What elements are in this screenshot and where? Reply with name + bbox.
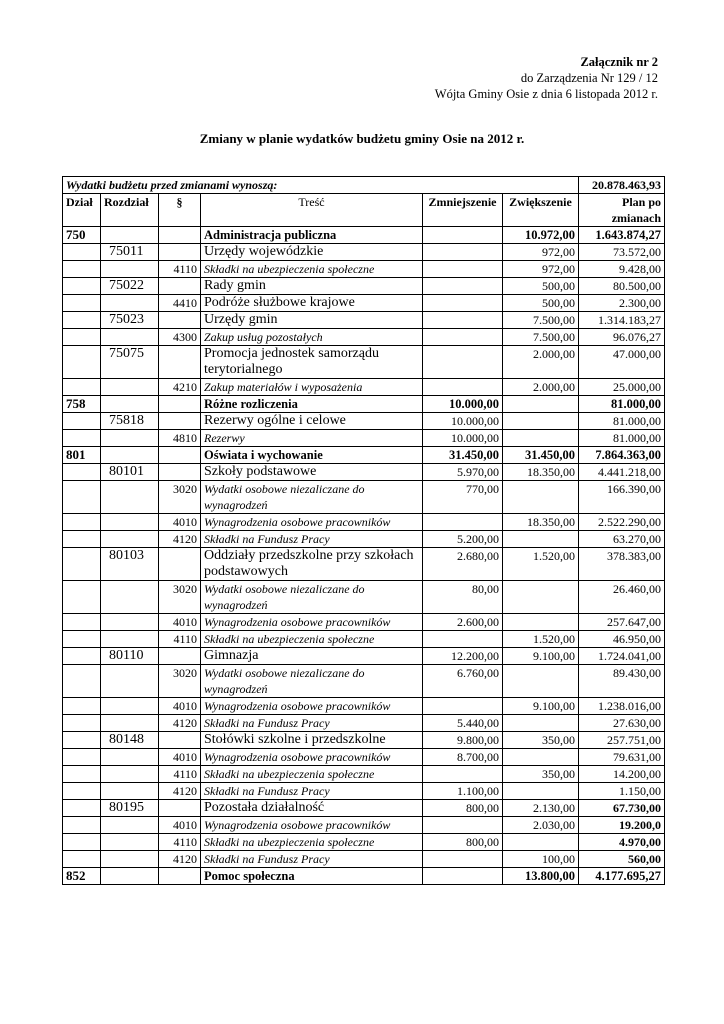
zwiekszenie-value <box>503 413 579 430</box>
dzial-code <box>63 531 101 548</box>
zmniejszenie-value: 800,00 <box>423 800 503 817</box>
zmniejszenie-value <box>423 227 503 244</box>
col-dzial: Dział <box>63 194 101 227</box>
zmniejszenie-value: 2.680,00 <box>423 548 503 581</box>
zmniejszenie-value: 770,00 <box>423 481 503 514</box>
zmniejszenie-value: 5.440,00 <box>423 715 503 732</box>
tresc: Wynagrodzenia osobowe pracowników <box>201 698 423 715</box>
zmniejszenie-value: 80,00 <box>423 581 503 614</box>
zmniejszenie-value <box>423 514 503 531</box>
plan-value: 80.500,00 <box>579 278 665 295</box>
zmniejszenie-value <box>423 278 503 295</box>
plan-value: 1.724.041,00 <box>579 648 665 665</box>
paragraph-row <box>63 783 665 800</box>
plan-value: 560,00 <box>579 851 665 868</box>
paragraph-row <box>63 851 665 868</box>
rozdzial-row <box>63 548 665 581</box>
plan-value: 7.864.363,00 <box>579 447 665 464</box>
zmniejszenie-value: 1.100,00 <box>423 783 503 800</box>
tresc: Oświata i wychowanie <box>201 447 423 464</box>
plan-value: 19.200,0 <box>579 817 665 834</box>
paragraph-row <box>63 329 665 346</box>
tresc: Podróże służbowe krajowe <box>201 295 423 312</box>
paragraph-row <box>63 834 665 851</box>
rozdzial-row <box>63 346 665 379</box>
tresc: Pozostała działalność <box>201 800 423 817</box>
zwiekszenie-value <box>503 430 579 447</box>
tresc: Szkoły podstawowe <box>201 464 423 481</box>
column-header-row <box>63 194 665 227</box>
tresc: Składki na Fundusz Pracy <box>201 851 423 868</box>
zmniejszenie-value: 6.760,00 <box>423 665 503 698</box>
paragraph-row <box>63 261 665 278</box>
tresc: Różne rozliczenia <box>201 396 423 413</box>
plan-value: 79.631,00 <box>579 749 665 766</box>
zmniejszenie-value <box>423 698 503 715</box>
zwiekszenie-value <box>503 715 579 732</box>
rozdzial-code <box>101 329 159 346</box>
paragraph-code: 4110 <box>159 631 201 648</box>
tresc: Składki na ubezpieczenia społeczne <box>201 834 423 851</box>
rozdzial-code <box>101 531 159 548</box>
plan-value: 26.460,00 <box>579 581 665 614</box>
paragraph-code <box>159 868 201 885</box>
tresc: Oddziały przedszkolne przy szkołach podstawowych <box>201 548 423 581</box>
rozdzial-row <box>63 244 665 261</box>
rozdzial-code <box>101 783 159 800</box>
zwiekszenie-value <box>503 531 579 548</box>
tresc: Rezerwy <box>201 430 423 447</box>
plan-value: 63.270,00 <box>579 531 665 548</box>
rozdzial-code: 80101 <box>101 464 159 481</box>
paragraph-code: 4120 <box>159 531 201 548</box>
zmniejszenie-value <box>423 817 503 834</box>
zwiekszenie-value <box>503 783 579 800</box>
paragraph-code <box>159 396 201 413</box>
zwiekszenie-value: 1.520,00 <box>503 548 579 581</box>
plan-value: 1.314.183,27 <box>579 312 665 329</box>
rozdzial-code: 80195 <box>101 800 159 817</box>
tresc: Wydatki osobowe niezaliczane do wynagrodzeń <box>201 665 423 698</box>
rozdzial-code <box>101 868 159 885</box>
rozdzial-row <box>63 464 665 481</box>
paragraph-code: 3020 <box>159 481 201 514</box>
dzial-row <box>63 868 665 885</box>
plan-value: 73.572,00 <box>579 244 665 261</box>
zwiekszenie-value: 2.000,00 <box>503 346 579 379</box>
zmniejszenie-value <box>423 261 503 278</box>
paragraph-code: 4210 <box>159 379 201 396</box>
zmniejszenie-value: 10.000,00 <box>423 396 503 413</box>
zwiekszenie-value: 500,00 <box>503 295 579 312</box>
plan-value: 4.177.695,27 <box>579 868 665 885</box>
rozdzial-code <box>101 396 159 413</box>
paragraph-code: 4300 <box>159 329 201 346</box>
rozdzial-code <box>101 447 159 464</box>
document-title: Zmiany w planie wydatków budżetu gminy Osie na 2012 r. <box>199 131 525 146</box>
dzial-code: 852 <box>63 868 101 885</box>
dzial-code <box>63 783 101 800</box>
dzial-code <box>63 346 101 379</box>
dzial-code <box>63 379 101 396</box>
col-zwiekszenie: Zwiększenie <box>503 194 579 227</box>
plan-value: 1.238.016,00 <box>579 698 665 715</box>
dzial-code: 801 <box>63 447 101 464</box>
plan-value: 257.647,00 <box>579 614 665 631</box>
plan-value: 9.428,00 <box>579 261 665 278</box>
paragraph-row <box>63 581 665 614</box>
zmniejszenie-value: 10.000,00 <box>423 413 503 430</box>
dzial-code <box>63 732 101 749</box>
dzial-code <box>63 430 101 447</box>
paragraph-row <box>63 379 665 396</box>
paragraph-row <box>63 766 665 783</box>
paragraph-row <box>63 614 665 631</box>
zmniejszenie-value <box>423 766 503 783</box>
zmniejszenie-value <box>423 329 503 346</box>
tresc: Administracja publiczna <box>201 227 423 244</box>
issuer-date: Wójta Gminy Osie z dnia 6 listopada 2012 r. <box>434 87 658 101</box>
dzial-code <box>63 766 101 783</box>
paragraph-code: 4110 <box>159 766 201 783</box>
dzial-code <box>63 464 101 481</box>
paragraph-row <box>63 665 665 698</box>
zwiekszenie-value: 500,00 <box>503 278 579 295</box>
tresc: Zakup materiałów i wyposażenia <box>201 379 423 396</box>
plan-value: 25.000,00 <box>579 379 665 396</box>
paragraph-code <box>159 447 201 464</box>
tresc: Rady gmin <box>201 278 423 295</box>
dzial-code <box>63 614 101 631</box>
rozdzial-code <box>101 715 159 732</box>
paragraph-code <box>159 548 201 581</box>
ordinance-reference: do Zarządzenia Nr 129 / 12 <box>520 71 658 85</box>
attachment-number: Załącznik nr 2 <box>580 55 658 69</box>
tresc: Rezerwy ogólne i celowe <box>201 413 423 430</box>
rozdzial-code <box>101 749 159 766</box>
budget-changes-table <box>62 176 665 885</box>
plan-value: 378.383,00 <box>579 548 665 581</box>
rozdzial-code <box>101 665 159 698</box>
paragraph-row <box>63 631 665 648</box>
paragraph-code <box>159 413 201 430</box>
rozdzial-code <box>101 430 159 447</box>
zwiekszenie-value: 2.000,00 <box>503 379 579 396</box>
paragraph-row <box>63 531 665 548</box>
paragraph-code: 4010 <box>159 514 201 531</box>
tresc: Zakup usług pozostałych <box>201 329 423 346</box>
rozdzial-row <box>63 732 665 749</box>
zwiekszenie-value: 7.500,00 <box>503 312 579 329</box>
plan-value: 1.643.874,27 <box>579 227 665 244</box>
tresc: Gimnazja <box>201 648 423 665</box>
rozdzial-code <box>101 834 159 851</box>
paragraph-code: 3020 <box>159 665 201 698</box>
tresc: Wynagrodzenia osobowe pracowników <box>201 817 423 834</box>
paragraph-code: 4810 <box>159 430 201 447</box>
paragraph-code <box>159 732 201 749</box>
dzial-code <box>63 481 101 514</box>
dzial-code: 758 <box>63 396 101 413</box>
zmniejszenie-value: 2.600,00 <box>423 614 503 631</box>
tresc: Składki na ubezpieczenia społeczne <box>201 261 423 278</box>
zwiekszenie-value: 18.350,00 <box>503 464 579 481</box>
paragraph-code: 4120 <box>159 783 201 800</box>
tresc: Wynagrodzenia osobowe pracowników <box>201 514 423 531</box>
plan-value: 47.000,00 <box>579 346 665 379</box>
rozdzial-code: 80103 <box>101 548 159 581</box>
paragraph-code: 4110 <box>159 261 201 278</box>
before-changes-value: 20.878.463,93 <box>579 177 665 194</box>
zwiekszenie-value: 2.130,00 <box>503 800 579 817</box>
tresc: Stołówki szkolne i przedszkolne <box>201 732 423 749</box>
rozdzial-row <box>63 648 665 665</box>
paragraph-code: 4110 <box>159 834 201 851</box>
rozdzial-code <box>101 295 159 312</box>
zwiekszenie-value: 7.500,00 <box>503 329 579 346</box>
dzial-row <box>63 447 665 464</box>
zwiekszenie-value: 350,00 <box>503 766 579 783</box>
dzial-code <box>63 749 101 766</box>
paragraph-code <box>159 464 201 481</box>
dzial-code <box>63 548 101 581</box>
zmniejszenie-value <box>423 631 503 648</box>
zmniejszenie-value <box>423 346 503 379</box>
plan-value: 2.300,00 <box>579 295 665 312</box>
paragraph-code <box>159 312 201 329</box>
paragraph-code <box>159 278 201 295</box>
before-changes-row <box>63 177 665 194</box>
paragraph-code: 4010 <box>159 817 201 834</box>
rozdzial-code: 75818 <box>101 413 159 430</box>
zwiekszenie-value <box>503 749 579 766</box>
zwiekszenie-value: 2.030,00 <box>503 817 579 834</box>
dzial-row <box>63 396 665 413</box>
rozdzial-code <box>101 514 159 531</box>
tresc: Wydatki osobowe niezaliczane do wynagrodzeń <box>201 481 423 514</box>
rozdzial-row <box>63 800 665 817</box>
dzial-row <box>63 227 665 244</box>
tresc: Składki na Fundusz Pracy <box>201 783 423 800</box>
dzial-code <box>63 631 101 648</box>
dzial-code: 750 <box>63 227 101 244</box>
rozdzial-code <box>101 227 159 244</box>
zwiekszenie-value <box>503 834 579 851</box>
dzial-code <box>63 834 101 851</box>
paragraph-row <box>63 715 665 732</box>
document-header <box>435 54 658 102</box>
zmniejszenie-value: 31.450,00 <box>423 447 503 464</box>
tresc: Urzędy wojewódzkie <box>201 244 423 261</box>
plan-value: 257.751,00 <box>579 732 665 749</box>
zmniejszenie-value <box>423 379 503 396</box>
tresc: Promocja jednostek samorządu terytorialnego <box>201 346 423 379</box>
plan-value: 81.000,00 <box>579 396 665 413</box>
zmniejszenie-value: 8.700,00 <box>423 749 503 766</box>
paragraph-code: 3020 <box>159 581 201 614</box>
zwiekszenie-value <box>503 396 579 413</box>
rozdzial-code <box>101 379 159 396</box>
dzial-code <box>63 581 101 614</box>
zwiekszenie-value: 10.972,00 <box>503 227 579 244</box>
plan-value: 166.390,00 <box>579 481 665 514</box>
dzial-code <box>63 665 101 698</box>
plan-value: 4.970,00 <box>579 834 665 851</box>
zmniejszenie-value: 9.800,00 <box>423 732 503 749</box>
paragraph-row <box>63 749 665 766</box>
zmniejszenie-value <box>423 851 503 868</box>
tresc: Pomoc społeczna <box>201 868 423 885</box>
zwiekszenie-value: 972,00 <box>503 261 579 278</box>
rozdzial-code <box>101 817 159 834</box>
tresc: Składki na Fundusz Pracy <box>201 531 423 548</box>
dzial-code <box>63 244 101 261</box>
dzial-code <box>63 278 101 295</box>
col-zmniejszenie: Zmniejszenie <box>423 194 503 227</box>
paragraph-row <box>63 817 665 834</box>
rozdzial-code <box>101 481 159 514</box>
zwiekszenie-value: 1.520,00 <box>503 631 579 648</box>
plan-value: 27.630,00 <box>579 715 665 732</box>
zwiekszenie-value: 9.100,00 <box>503 698 579 715</box>
plan-value: 81.000,00 <box>579 413 665 430</box>
rozdzial-row <box>63 413 665 430</box>
rozdzial-code <box>101 631 159 648</box>
dzial-code <box>63 851 101 868</box>
zwiekszenie-value <box>503 581 579 614</box>
plan-value: 81.000,00 <box>579 430 665 447</box>
col-paragraph: § <box>159 194 201 227</box>
dzial-code <box>63 715 101 732</box>
plan-value: 96.076,27 <box>579 329 665 346</box>
tresc: Urzędy gmin <box>201 312 423 329</box>
rozdzial-code: 75023 <box>101 312 159 329</box>
paragraph-code: 4010 <box>159 749 201 766</box>
tresc: Wydatki osobowe niezaliczane do wynagrodzeń <box>201 581 423 614</box>
rozdzial-code: 75011 <box>101 244 159 261</box>
zmniejszenie-value: 5.200,00 <box>423 531 503 548</box>
zwiekszenie-value: 9.100,00 <box>503 648 579 665</box>
zmniejszenie-value: 10.000,00 <box>423 430 503 447</box>
col-rozdzial: Rozdział <box>101 194 159 227</box>
dzial-code <box>63 800 101 817</box>
plan-value: 89.430,00 <box>579 665 665 698</box>
zmniejszenie-value <box>423 312 503 329</box>
zwiekszenie-value: 350,00 <box>503 732 579 749</box>
rozdzial-code: 80110 <box>101 648 159 665</box>
zmniejszenie-value: 12.200,00 <box>423 648 503 665</box>
rozdzial-code <box>101 614 159 631</box>
rozdzial-row <box>63 278 665 295</box>
zwiekszenie-value <box>503 665 579 698</box>
tresc: Składki na Fundusz Pracy <box>201 715 423 732</box>
paragraph-row <box>63 430 665 447</box>
tresc: Składki na ubezpieczenia społeczne <box>201 766 423 783</box>
plan-value: 67.730,00 <box>579 800 665 817</box>
zmniejszenie-value <box>423 868 503 885</box>
rozdzial-code: 80148 <box>101 732 159 749</box>
zwiekszenie-value: 18.350,00 <box>503 514 579 531</box>
zmniejszenie-value: 5.970,00 <box>423 464 503 481</box>
paragraph-code <box>159 244 201 261</box>
tresc: Składki na ubezpieczenia społeczne <box>201 631 423 648</box>
tresc: Wynagrodzenia osobowe pracowników <box>201 614 423 631</box>
paragraph-code: 4010 <box>159 614 201 631</box>
paragraph-code <box>159 227 201 244</box>
rozdzial-row <box>63 312 665 329</box>
plan-value: 2.522.290,00 <box>579 514 665 531</box>
plan-value: 46.950,00 <box>579 631 665 648</box>
zwiekszenie-value: 972,00 <box>503 244 579 261</box>
paragraph-code: 4010 <box>159 698 201 715</box>
dzial-code <box>63 698 101 715</box>
paragraph-row <box>63 295 665 312</box>
rozdzial-code <box>101 698 159 715</box>
zwiekszenie-value: 31.450,00 <box>503 447 579 464</box>
zwiekszenie-value <box>503 614 579 631</box>
zwiekszenie-value <box>503 481 579 514</box>
rozdzial-code <box>101 581 159 614</box>
paragraph-code: 4120 <box>159 851 201 868</box>
dzial-code <box>63 312 101 329</box>
zwiekszenie-value: 13.800,00 <box>503 868 579 885</box>
dzial-code <box>63 817 101 834</box>
paragraph-code <box>159 800 201 817</box>
rozdzial-code: 75022 <box>101 278 159 295</box>
dzial-code <box>63 261 101 278</box>
paragraph-code <box>159 346 201 379</box>
tresc: Wynagrodzenia osobowe pracowników <box>201 749 423 766</box>
dzial-code <box>63 514 101 531</box>
paragraph-code <box>159 648 201 665</box>
rozdzial-code: 75075 <box>101 346 159 379</box>
zmniejszenie-value <box>423 244 503 261</box>
col-tresc: Treść <box>201 194 423 227</box>
rozdzial-code <box>101 261 159 278</box>
rozdzial-code <box>101 766 159 783</box>
paragraph-row <box>63 698 665 715</box>
paragraph-code: 4410 <box>159 295 201 312</box>
before-changes-label: Wydatki budżetu przed zmianami wynoszą: <box>63 177 579 194</box>
dzial-code <box>63 413 101 430</box>
zmniejszenie-value: 800,00 <box>423 834 503 851</box>
paragraph-row <box>63 514 665 531</box>
zmniejszenie-value <box>423 295 503 312</box>
dzial-code <box>63 648 101 665</box>
plan-value: 14.200,00 <box>579 766 665 783</box>
paragraph-row <box>63 481 665 514</box>
col-plan-po-zmianach: Plan po zmianach <box>579 194 665 227</box>
dzial-code <box>63 295 101 312</box>
plan-value: 4.441.218,00 <box>579 464 665 481</box>
paragraph-code: 4120 <box>159 715 201 732</box>
plan-value: 1.150,00 <box>579 783 665 800</box>
rozdzial-code <box>101 851 159 868</box>
zwiekszenie-value: 100,00 <box>503 851 579 868</box>
dzial-code <box>63 329 101 346</box>
